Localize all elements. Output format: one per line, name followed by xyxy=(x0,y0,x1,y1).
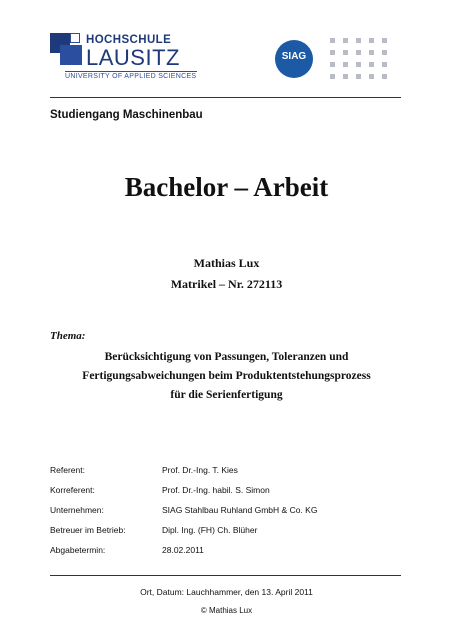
dot-grid-decoration xyxy=(330,38,390,80)
place-date: Ort, Datum: Lauchhammer, den 13. April 2011 xyxy=(140,587,313,597)
siag-logo-text: SIAG xyxy=(281,51,307,62)
author-name: Mathias Lux xyxy=(193,256,260,270)
meta-value: Dipl. Ing. (FH) Ch. Blüher xyxy=(162,525,258,535)
document-title: Bachelor – Arbeit xyxy=(124,172,329,202)
university-logo-mark-icon xyxy=(50,33,82,65)
meta-value: 28.02.2011 xyxy=(162,545,204,555)
copyright: © Mathias Lux xyxy=(200,606,253,615)
siag-logo xyxy=(275,38,385,80)
meta-key: Korreferent: xyxy=(50,485,95,495)
study-program: Studiengang Maschinenbau xyxy=(50,109,203,121)
footer-rule xyxy=(50,575,401,576)
meta-key: Betreuer im Betrieb: xyxy=(50,525,126,535)
meta-key: Unternehmen: xyxy=(50,505,104,515)
logo-text-subtitle: UNIVERSITY OF APPLIED SCIENCES xyxy=(65,73,197,80)
thema-text xyxy=(0,348,453,405)
header-rule xyxy=(50,97,401,98)
meta-value: SIAG Stahlbau Ruhland GmbH & Co. KG xyxy=(162,505,318,515)
logo-text-lausitz: LAUSITZ xyxy=(86,45,180,70)
logo-divider xyxy=(65,71,197,72)
logo-text-hochschule: HOCHSCHULE xyxy=(86,34,172,46)
thema-line: für die Serienfertigung xyxy=(170,389,283,401)
thema-line: Fertigungsabweichungen beim Produktentstehungsprozess xyxy=(82,370,371,382)
matrikel-number: Matrikel – Nr. 272113 xyxy=(170,277,283,291)
meta-key: Referent: xyxy=(50,465,85,475)
meta-key: Abgabetermin: xyxy=(50,545,106,555)
university-logo xyxy=(50,33,200,83)
meta-value: Prof. Dr.-Ing. T. Kies xyxy=(162,465,238,475)
meta-value: Prof. Dr.-Ing. habil. S. Simon xyxy=(162,485,270,495)
thema-line: Berücksichtigung von Passungen, Toleranzen und xyxy=(104,351,349,363)
thema-label: Thema: xyxy=(50,330,86,342)
